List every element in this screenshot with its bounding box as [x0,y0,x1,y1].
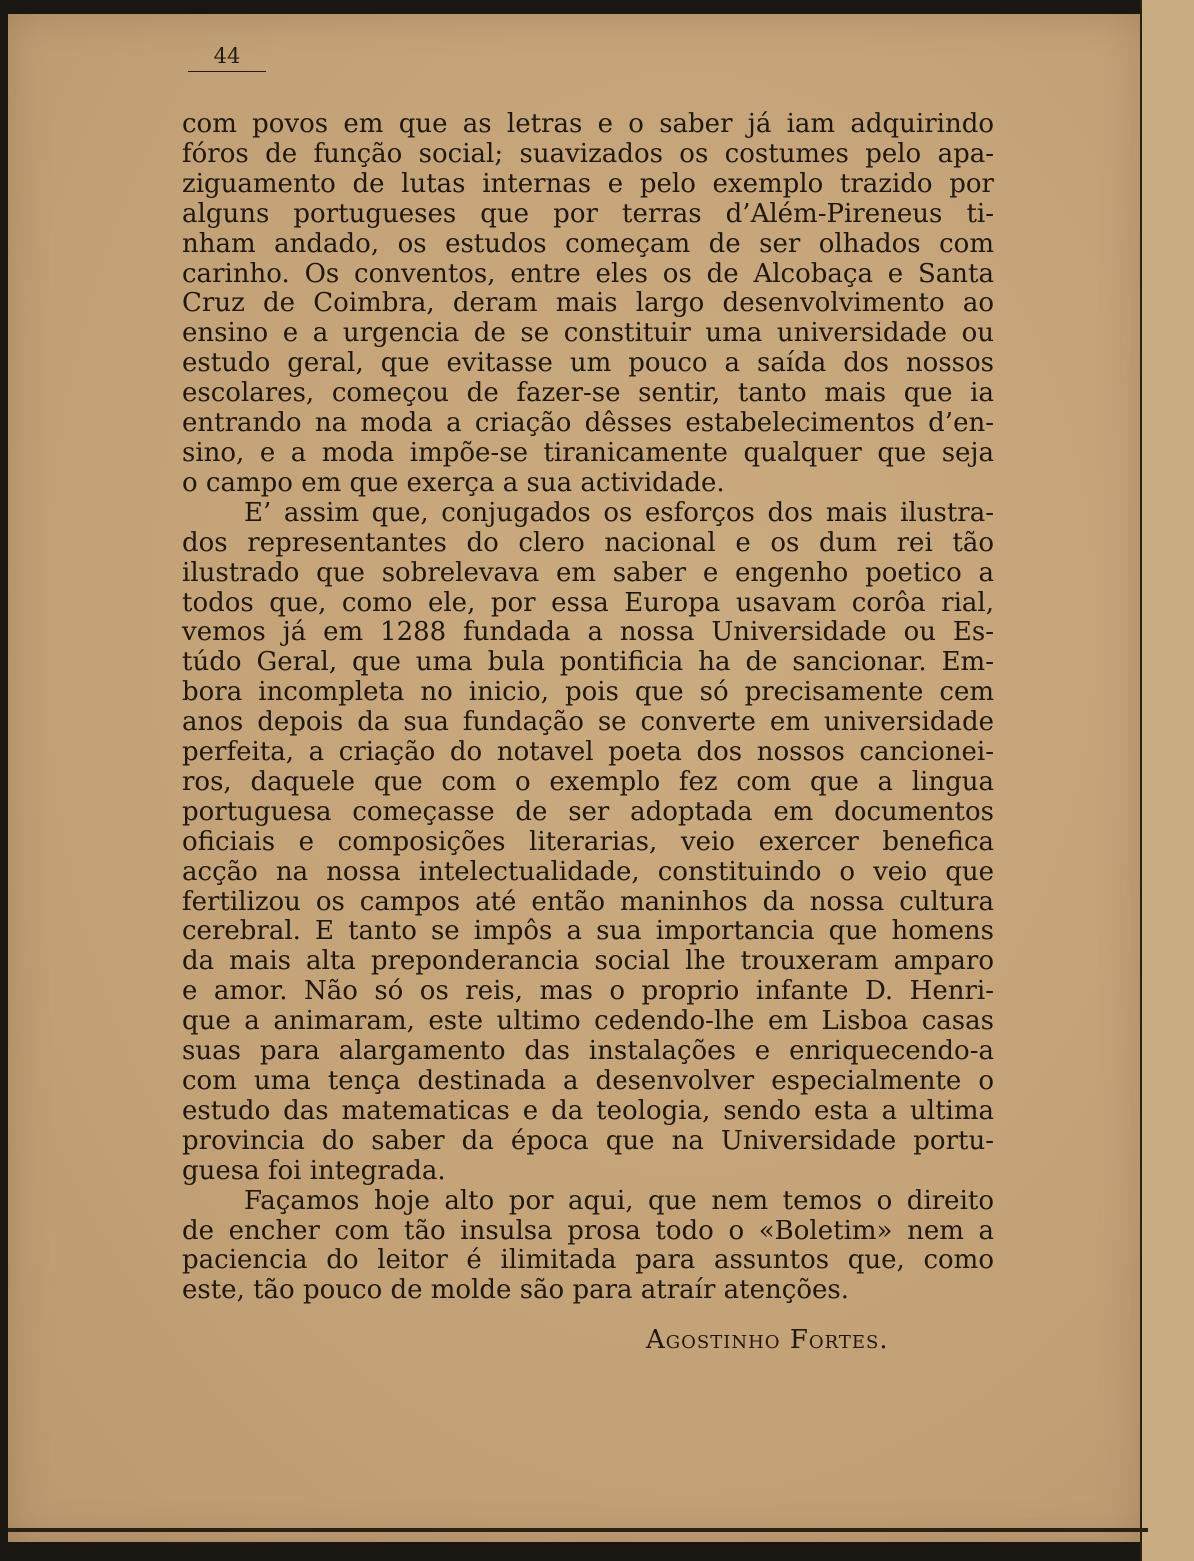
text-line: da mais alta preponderancia social lhe trouxeram amparo [182,946,994,977]
paragraph [182,110,994,499]
text-line: Façamos hoje alto por aqui, que nem temos o direito [244,1185,994,1216]
text-line: ros, daquele que com o exemplo fez com que a lingua [182,766,994,797]
paragraph [182,1187,994,1307]
page-bottom-edge [8,1528,1148,1532]
text-line: dos representantes do clero nacional e os dum rei tão [182,527,994,558]
text-line: com povos em que as letras e o saber já iam adquirindo [182,109,994,139]
text-line: alguns portugueses que por terras d’Além-Pireneus ti- [182,198,994,229]
text-line: o campo em que exerça a sua actividade. [182,467,725,498]
text-line: estudo geral, que evitasse um pouco a saída dos nossos [182,348,994,379]
text-line: cerebral. E tanto se impôs a sua importancia que homens [182,916,994,947]
text-line: oficiais e composições literarias, veio exercer benefica [182,826,994,857]
text-line: vemos já em 1288 fundada a nossa Universidade ou Es- [182,617,994,648]
text-line: fóros de função social; suavizados os costumes pelo apa- [182,138,994,169]
paragraph [182,499,994,1187]
text-line: nham andado, os estudos começam de ser olhados com [182,228,994,259]
text-line: ensino e a urgencia de se constituir uma universidade ou [182,318,994,349]
body-text [182,110,994,1306]
text-line: túdo Geral, que uma bula pontificia ha de sancionar. Em- [182,647,994,678]
text-line: perfeita, a criação do notavel poeta dos nossos cancionei- [182,737,994,768]
text-line: ilustrado que sobrelevava em saber e engenho poetico a [182,557,994,588]
text-line: e amor. Não só os reis, mas o proprio infante D. Henri- [182,976,994,1007]
page-edge [1140,0,1194,1561]
text-line: este, tão pouco de molde são para atraír atenções. [182,1275,849,1306]
text-line: acção na nossa intelectualidade, constituindo o veio que [182,856,994,887]
text-line: de encher com tão insulsa prosa todo o «Boletim» nem a [182,1215,994,1246]
text-line: sino, e a moda impõe-se tiranicamente qualquer que seja [182,437,994,468]
text-line: anos depois da sua fundação se converte em universidade [182,707,994,738]
text-line: carinho. Os conventos, entre eles os de Alcobaça e Santa [182,258,994,289]
text-line: todos que, como ele, por essa Europa usavam corôa rial, [182,587,994,618]
text-line: entrando na moda a criação dêsses estabelecimentos d’en- [182,408,994,439]
text-line: provincia do saber da época que na Universidade portu- [182,1125,994,1156]
text-line: com uma tença destinada a desenvolver especialmente o [182,1066,994,1096]
text-line: fertilizou os campos até então maninhos da nossa cultura [182,886,994,917]
text-line: estudo das matematicas e da teologia, sendo esta a ultima [182,1095,994,1126]
text-line: paciencia do leitor é ilimitada para assuntos que, como [182,1245,994,1276]
text-line: bora incompleta no inicio, pois que só precisamente cem [182,677,994,708]
text-line: escolares, começou de fazer-se sentir, tanto mais que ia [182,378,994,409]
text-line: Cruz de Coimbra, deram mais largo desenvolvimento ao [182,288,994,319]
text-line: ziguamento de lutas internas e pelo exemplo trazido por [182,168,994,199]
text-line: portuguesa começasse de ser adoptada em documentos [182,796,994,827]
author-signature: Agostinho Fortes. [646,1325,889,1355]
page-number: 44 [188,44,266,72]
text-line: E’ assim que, conjugados os esforços dos mais ilustra- [244,497,994,528]
text-line: guesa foi integrada. [182,1155,446,1186]
text-line: suas para alargamento das instalações e enriquecendo-a [182,1036,994,1067]
text-line: que a animaram, este ultimo cedendo-lhe em Lisboa casas [182,1006,994,1037]
